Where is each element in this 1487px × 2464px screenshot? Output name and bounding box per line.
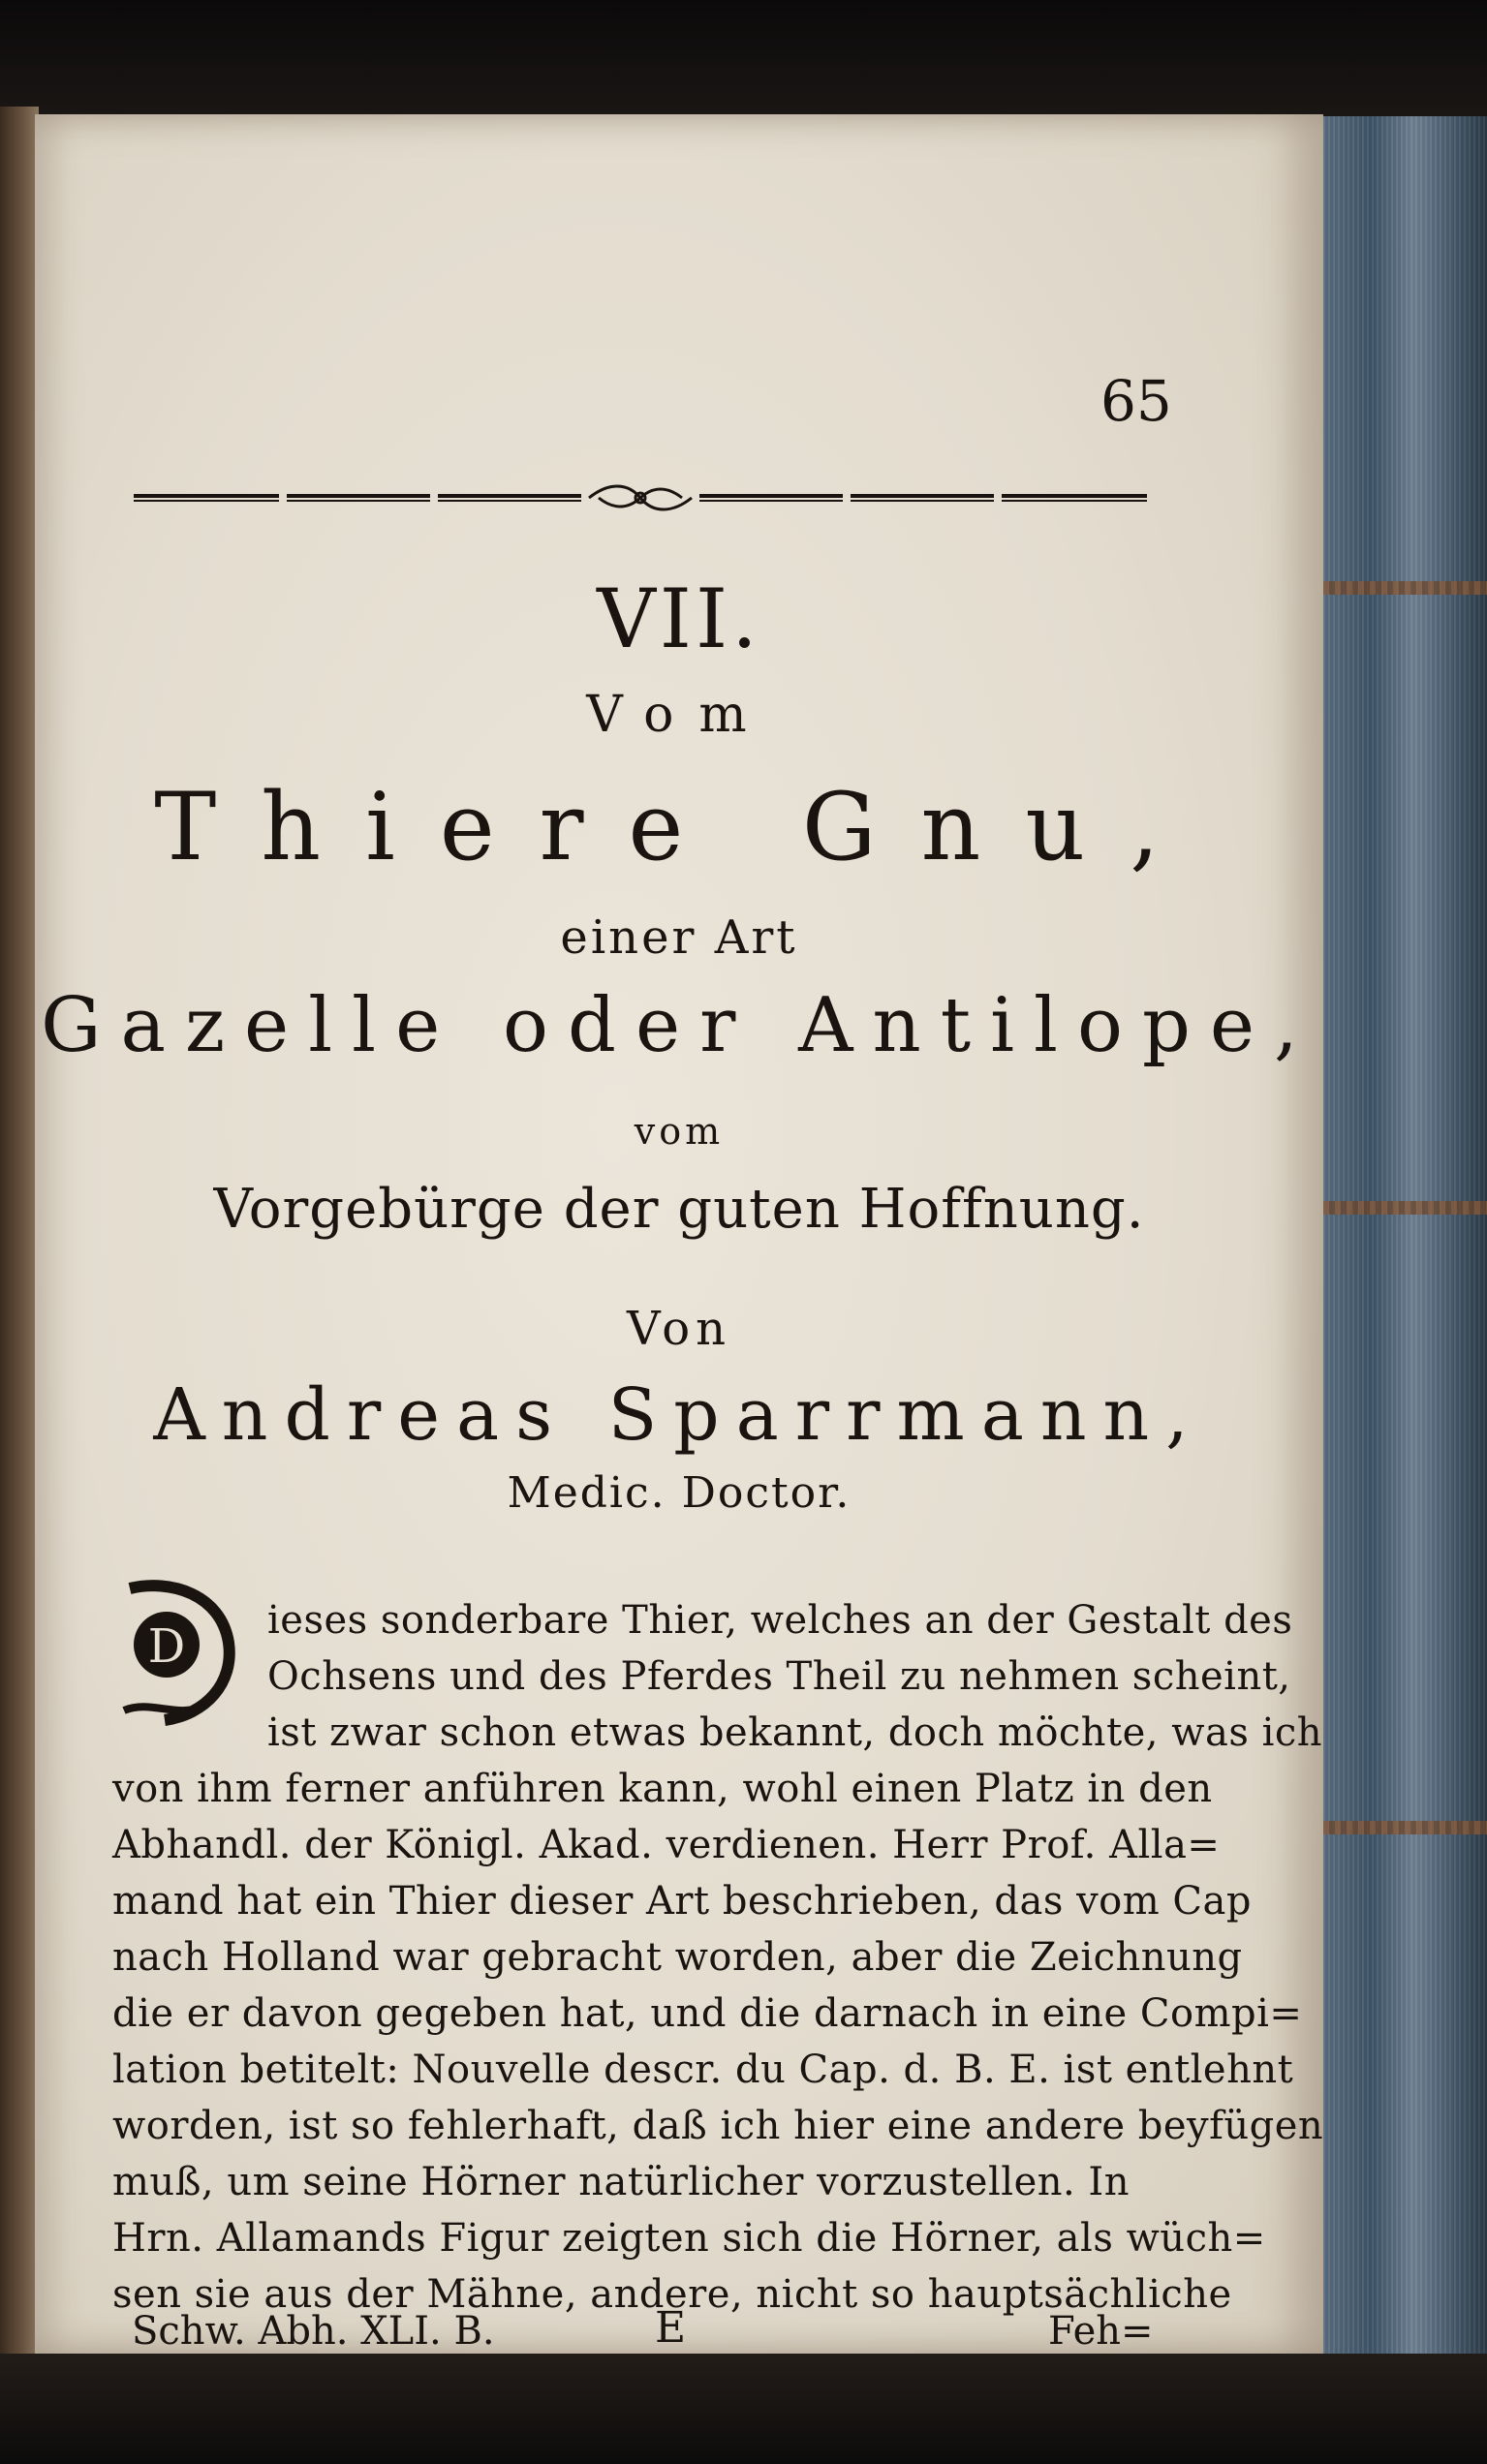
heading-vom: Vom xyxy=(586,686,772,744)
page-edge-marbling xyxy=(1323,1201,1487,1215)
body-line: sen sie aus der Mähne, andere, nicht so hauptsächliche xyxy=(112,2272,1232,2317)
chapter-numeral: VII. xyxy=(597,571,761,666)
book-page xyxy=(35,114,1323,2354)
ornamental-rule xyxy=(134,480,1147,515)
catchword: Feh= xyxy=(1048,2309,1154,2354)
body-line: Ochsens und des Pferdes Theil zu nehmen scheint, xyxy=(267,1654,1291,1699)
body-line: nach Holland war gebracht worden, aber die Zeichnung xyxy=(112,1935,1243,1980)
body-line: die er davon gegeben hat, und die darnach in eine Compi= xyxy=(112,1991,1303,2036)
printer-signature: Schw. Abh. XLI. B. xyxy=(132,2309,495,2354)
dropcap-letter: D xyxy=(147,1619,186,1674)
body-line: Abhandl. der Königl. Akad. verdienen. Herr Prof. Alla= xyxy=(112,1823,1221,1867)
body-line: Hrn. Allamands Figur zeigten sich die Hörner, als wüch= xyxy=(112,2216,1266,2261)
page-number: 65 xyxy=(1100,368,1172,434)
body-line: worden, ist so fehlerhaft, daß ich hier eine andere beyfügen xyxy=(112,2104,1324,2148)
body-line: ist zwar schon etwas bekannt, doch möchte, was ich xyxy=(267,1710,1323,1755)
page-edges-right xyxy=(1323,116,1487,2363)
author-degree: Medic. Doctor. xyxy=(507,1468,852,1518)
dark-background-top xyxy=(0,0,1487,126)
author-name: Andreas Sparrmann, xyxy=(153,1373,1205,1457)
body-line: mand hat ein Thier dieser Art beschrieben, das vom Cap xyxy=(112,1879,1252,1924)
body-line: ieses sonderbare Thier, welches an der Gestalt des xyxy=(267,1598,1293,1643)
subtitle-line-2: Gazelle oder Antilope, xyxy=(41,982,1317,1069)
page-edge-marbling xyxy=(1323,581,1487,595)
body-line: lation betitelt: Nouvelle descr. du Cap. d. B. E. ist entlehnt xyxy=(112,2048,1294,2092)
chapter-title: Thiere Gnu, xyxy=(154,773,1204,881)
book-gutter-left xyxy=(0,107,39,2373)
body-line: von ihm ferner anführen kann, wohl einen Platz in den xyxy=(112,1767,1213,1811)
decorated-initial xyxy=(112,1575,238,1732)
sheet-mark: E xyxy=(655,2303,687,2353)
body-line: muß, um seine Hörner natürlicher vorzustellen. In xyxy=(112,2160,1130,2204)
dark-background-bottom xyxy=(0,2354,1487,2464)
subtitle-line-1: einer Art xyxy=(560,910,798,965)
subtitle-place: Vorgebürge der guten Hoffnung. xyxy=(213,1178,1145,1241)
subtitle-line-3: vom xyxy=(634,1110,725,1153)
byline-von: Von xyxy=(626,1302,732,1356)
page-edge-marbling xyxy=(1323,1821,1487,1834)
